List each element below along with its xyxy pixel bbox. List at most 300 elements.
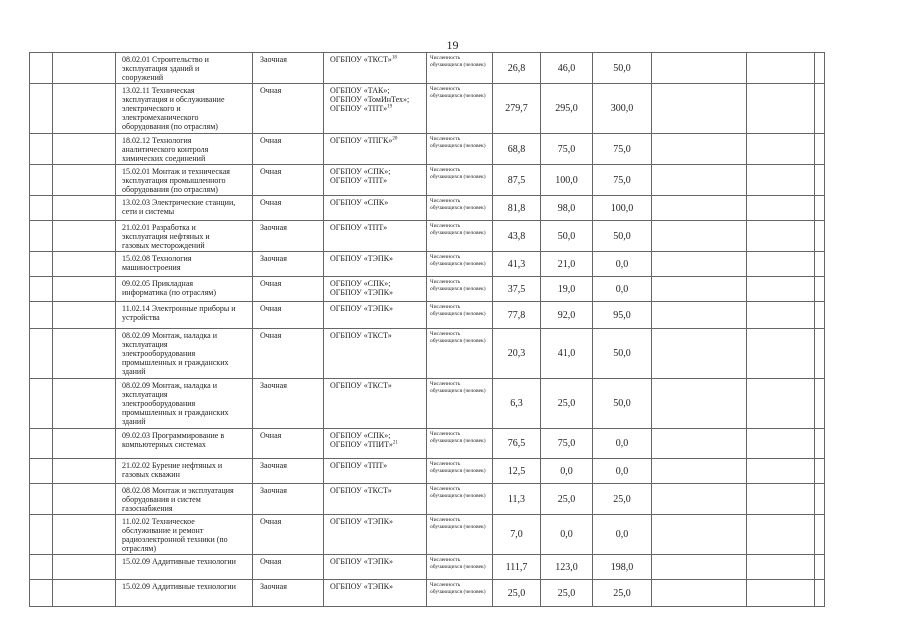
indicator-cell: Численность обучающихся (человек) [427, 84, 493, 134]
study-form-cell [253, 302, 324, 329]
specialty-line: 08.02.09 Монтаж, наладка и [122, 381, 217, 390]
specialty-line: 13.02.11 Техническая [122, 86, 195, 95]
study-form-cell [253, 165, 324, 196]
empty-cell [815, 196, 825, 221]
study-form: Очная [260, 167, 282, 176]
organization-name: ОГБПОУ «ТПГК» [330, 136, 393, 145]
study-form: Заочная [260, 461, 287, 470]
value-year-3: 198,0 [593, 555, 652, 580]
value-year-1: 26,8 [493, 53, 541, 84]
study-form-cell [253, 196, 324, 221]
organization-cell [324, 302, 427, 329]
value-year-1: 25,0 [493, 580, 541, 607]
value-year-2: 50,0 [541, 221, 593, 252]
specialty-line: оборудования (по отраслям) [122, 122, 218, 131]
empty-cell [747, 580, 815, 607]
empty-cell [53, 196, 116, 221]
indicator-cell: Численность обучающихся (человек) [427, 580, 493, 607]
organization-name: ОГБПОУ «ТКСТ» [330, 486, 392, 495]
specialty-line: электрического и [122, 104, 181, 113]
organization-cell [324, 277, 427, 302]
study-form-cell [253, 555, 324, 580]
empty-cell [652, 221, 747, 252]
empty-cell [747, 459, 815, 484]
value-year-2: 25,0 [541, 379, 593, 429]
organization-cell [324, 484, 427, 515]
value-year-1: 111,7 [493, 555, 541, 580]
organization-name: ОГБПОУ «СПК»; [330, 279, 391, 288]
specialty-line: промышленных и гражданских [122, 358, 229, 367]
organization-line [330, 136, 421, 145]
empty-cell [652, 484, 747, 515]
specialty-line: газовых скважин [122, 470, 180, 479]
table-row [30, 277, 825, 302]
empty-cell [747, 53, 815, 84]
organization-line [330, 517, 421, 526]
value-year-3: 0,0 [593, 429, 652, 459]
page-number: 19 [446, 38, 459, 52]
specialty-cell [116, 252, 253, 277]
empty-cell [30, 134, 53, 165]
study-form: Очная [260, 279, 282, 288]
empty-cell [652, 580, 747, 607]
specialty-line: 08.02.01 Строительство и [122, 55, 209, 64]
table-row [30, 53, 825, 84]
organization-cell [324, 84, 427, 134]
value-year-3: 75,0 [593, 134, 652, 165]
indicator-cell: Численность обучающихся (человек) [427, 484, 493, 515]
organization-cell [324, 429, 427, 459]
organization-line [330, 582, 421, 591]
specialty-line: химических соединений [122, 154, 206, 163]
table-row [30, 221, 825, 252]
organization-cell [324, 379, 427, 429]
specialty-line: газовых месторождений [122, 241, 205, 250]
study-form: Очная [260, 331, 282, 340]
empty-cell [30, 484, 53, 515]
specialty-cell [116, 302, 253, 329]
organization-line [330, 331, 421, 340]
study-form: Очная [260, 86, 282, 95]
empty-cell [652, 329, 747, 379]
value-year-3: 50,0 [593, 379, 652, 429]
empty-cell [747, 379, 815, 429]
indicator-cell: Численность обучающихся (человек) [427, 515, 493, 555]
value-year-1: 37,5 [493, 277, 541, 302]
study-form-cell [253, 84, 324, 134]
specialty-line: 18.02.12 Технология [122, 136, 192, 145]
study-form-cell [253, 429, 324, 459]
organization-line [330, 288, 421, 297]
empty-cell [747, 484, 815, 515]
empty-cell [652, 379, 747, 429]
specialty-line: обслуживание и ремонт [122, 526, 204, 535]
specialty-line: 11.02.14 Электронные приборы и [122, 304, 236, 313]
organization-line [330, 198, 421, 207]
study-form-cell [253, 277, 324, 302]
value-year-1: 76,5 [493, 429, 541, 459]
organization-name: ОГБПОУ «ТПТ» [330, 176, 388, 185]
value-year-1: 43,8 [493, 221, 541, 252]
empty-cell [53, 302, 116, 329]
specialty-cell [116, 580, 253, 607]
value-year-1: 87,5 [493, 165, 541, 196]
value-year-1: 68,8 [493, 134, 541, 165]
specialty-cell [116, 134, 253, 165]
organization-name: ОГБПОУ «ТЭПК» [330, 254, 394, 263]
organization-name: ОГБПОУ «ТПТ» [330, 461, 388, 470]
footnote-mark: 19 [387, 104, 393, 110]
study-form-cell [253, 459, 324, 484]
specialty-line: 15.02.01 Монтаж и техническая [122, 167, 230, 176]
empty-cell [747, 515, 815, 555]
organization-name: ОГБПОУ «ТЭПК» [330, 517, 394, 526]
organization-cell [324, 555, 427, 580]
data-table [29, 52, 825, 607]
empty-cell [747, 302, 815, 329]
value-year-2: 0,0 [541, 515, 593, 555]
empty-cell [747, 429, 815, 459]
empty-cell [30, 252, 53, 277]
table-row [30, 329, 825, 379]
empty-cell [53, 277, 116, 302]
organization-line [330, 176, 421, 185]
table-row [30, 165, 825, 196]
organization-line [330, 279, 421, 288]
empty-cell [30, 515, 53, 555]
table-row [30, 379, 825, 429]
specialty-line: оборудования (по отраслям) [122, 185, 218, 194]
organization-name: ОГБПОУ «СПК» [330, 198, 389, 207]
empty-cell [652, 84, 747, 134]
empty-cell [652, 53, 747, 84]
organization-line [330, 431, 421, 440]
organization-name: ОГБПОУ «СПК»; [330, 431, 391, 440]
empty-cell [815, 252, 825, 277]
empty-cell [815, 221, 825, 252]
empty-cell [30, 429, 53, 459]
value-year-1: 11,3 [493, 484, 541, 515]
indicator-cell: Численность обучающихся (человек) [427, 134, 493, 165]
empty-cell [815, 379, 825, 429]
empty-cell [53, 379, 116, 429]
value-year-2: 19,0 [541, 277, 593, 302]
empty-cell [30, 580, 53, 607]
value-year-1: 20,3 [493, 329, 541, 379]
specialty-line: 11.02.02 Техническое [122, 517, 195, 526]
indicator-cell: Численность обучающихся (человек) [427, 329, 493, 379]
table-row [30, 555, 825, 580]
value-year-3: 50,0 [593, 329, 652, 379]
organization-cell [324, 53, 427, 84]
organization-name: ОГБПОУ «ТПИТ» [330, 440, 393, 449]
indicator-cell: Численность обучающихся (человек) [427, 459, 493, 484]
specialty-line: 15.02.09 Аддитивные технологии [122, 557, 236, 566]
organization-cell [324, 221, 427, 252]
value-year-3: 25,0 [593, 580, 652, 607]
empty-cell [747, 134, 815, 165]
organization-name: ОГБПОУ «ТЭПК» [330, 557, 394, 566]
empty-cell [53, 429, 116, 459]
empty-cell [30, 329, 53, 379]
specialty-cell [116, 484, 253, 515]
empty-cell [815, 459, 825, 484]
empty-cell [652, 277, 747, 302]
organization-cell [324, 196, 427, 221]
organization-line [330, 304, 421, 313]
organization-name: ОГБПОУ «ТЭПК» [330, 304, 394, 313]
value-year-2: 123,0 [541, 555, 593, 580]
value-year-1: 7,0 [493, 515, 541, 555]
empty-cell [30, 53, 53, 84]
organization-name: ОГБПОУ «ТКСТ» [330, 381, 392, 390]
empty-cell [652, 302, 747, 329]
specialty-cell [116, 196, 253, 221]
organization-name: ОГБПОУ «СПК»; [330, 167, 391, 176]
specialty-cell [116, 429, 253, 459]
organization-line [330, 440, 421, 449]
value-year-3: 100,0 [593, 196, 652, 221]
value-year-3: 0,0 [593, 277, 652, 302]
empty-cell [53, 165, 116, 196]
empty-cell [652, 459, 747, 484]
value-year-3: 50,0 [593, 53, 652, 84]
empty-cell [815, 515, 825, 555]
empty-cell [652, 252, 747, 277]
specialty-line: аналитического контроля [122, 145, 209, 154]
empty-cell [30, 302, 53, 329]
organization-cell [324, 459, 427, 484]
value-year-3: 0,0 [593, 515, 652, 555]
study-form-cell [253, 515, 324, 555]
specialty-line: 09.02.05 Прикладная [122, 279, 194, 288]
study-form: Очная [260, 198, 282, 207]
specialty-line: 21.02.02 Бурение нефтяных и [122, 461, 223, 470]
organization-line [330, 167, 421, 176]
value-year-3: 25,0 [593, 484, 652, 515]
empty-cell [30, 459, 53, 484]
specialty-line: зданий [122, 417, 146, 426]
specialty-line: электромеханического [122, 113, 199, 122]
specialty-cell [116, 221, 253, 252]
empty-cell [53, 221, 116, 252]
empty-cell [747, 555, 815, 580]
organization-line [330, 223, 421, 232]
table-row [30, 580, 825, 607]
specialty-line: 15.02.09 Аддитивные технологии [122, 582, 236, 591]
organization-line [330, 486, 421, 495]
study-form-cell [253, 484, 324, 515]
indicator-cell: Численность обучающихся (человек) [427, 221, 493, 252]
empty-cell [747, 84, 815, 134]
indicator-cell: Численность обучающихся (человек) [427, 196, 493, 221]
organization-line [330, 104, 421, 113]
organization-cell [324, 165, 427, 196]
specialty-line: эксплуатация зданий и [122, 64, 200, 73]
value-year-2: 100,0 [541, 165, 593, 196]
value-year-1: 6,3 [493, 379, 541, 429]
specialty-cell [116, 165, 253, 196]
organization-line [330, 381, 421, 390]
organization-line [330, 86, 421, 95]
organization-name: ОГБПОУ «ТКСТ» [330, 55, 392, 64]
organization-cell [324, 580, 427, 607]
organization-name: ОГБПОУ «ТомИнТех»; [330, 95, 410, 104]
organization-name: ОГБПОУ «ТЭПК» [330, 288, 394, 297]
empty-cell [815, 429, 825, 459]
value-year-3: 50,0 [593, 221, 652, 252]
study-form-cell [253, 329, 324, 379]
table-row [30, 252, 825, 277]
specialty-cell [116, 459, 253, 484]
organization-name: ОГБПОУ «ТПТ» [330, 104, 388, 113]
study-form-cell [253, 379, 324, 429]
study-form-cell [253, 252, 324, 277]
empty-cell [30, 165, 53, 196]
empty-cell [30, 221, 53, 252]
organization-name: ОГБПОУ «ТЭПК» [330, 582, 394, 591]
empty-cell [30, 196, 53, 221]
empty-cell [30, 555, 53, 580]
empty-cell [53, 134, 116, 165]
footnote-mark: 20 [392, 136, 398, 142]
study-form: Заочная [260, 254, 287, 263]
table-row [30, 196, 825, 221]
specialty-cell [116, 277, 253, 302]
empty-cell [815, 53, 825, 84]
value-year-3: 0,0 [593, 459, 652, 484]
empty-cell [652, 165, 747, 196]
specialty-line: эксплуатация [122, 390, 168, 399]
value-year-2: 92,0 [541, 302, 593, 329]
value-year-2: 46,0 [541, 53, 593, 84]
empty-cell [652, 134, 747, 165]
empty-cell [652, 515, 747, 555]
empty-cell [53, 53, 116, 84]
specialty-line: машиностроения [122, 263, 181, 272]
value-year-2: 0,0 [541, 459, 593, 484]
value-year-2: 41,0 [541, 329, 593, 379]
empty-cell [815, 277, 825, 302]
organization-cell [324, 252, 427, 277]
specialty-line: оборудования и систем [122, 495, 201, 504]
value-year-1: 279,7 [493, 84, 541, 134]
specialty-line: электрооборудования [122, 349, 196, 358]
empty-cell [815, 484, 825, 515]
specialty-line: 21.02.01 Разработка и [122, 223, 196, 232]
value-year-2: 25,0 [541, 580, 593, 607]
indicator-cell: Численность обучающихся (человек) [427, 252, 493, 277]
footnote-mark: 21 [392, 440, 398, 446]
empty-cell [30, 277, 53, 302]
empty-cell [652, 196, 747, 221]
empty-cell [747, 196, 815, 221]
empty-cell [53, 459, 116, 484]
specialty-cell [116, 84, 253, 134]
value-year-1: 81,8 [493, 196, 541, 221]
value-year-3: 300,0 [593, 84, 652, 134]
empty-cell [53, 252, 116, 277]
study-form: Очная [260, 304, 282, 313]
indicator-cell: Численность обучающихся (человек) [427, 165, 493, 196]
indicator-cell: Численность обучающихся (человек) [427, 379, 493, 429]
table-row [30, 515, 825, 555]
organization-line [330, 254, 421, 263]
organization-line [330, 461, 421, 470]
study-form: Заочная [260, 223, 287, 232]
study-form: Очная [260, 517, 282, 526]
empty-cell [815, 555, 825, 580]
value-year-2: 295,0 [541, 84, 593, 134]
specialty-cell [116, 379, 253, 429]
specialty-line: 15.02.08 Технология [122, 254, 192, 263]
value-year-3: 0,0 [593, 252, 652, 277]
study-form: Заочная [260, 582, 287, 591]
specialty-line: эксплуатация промышленного [122, 176, 226, 185]
empty-cell [815, 329, 825, 379]
table-row [30, 459, 825, 484]
specialty-line: эксплуатация [122, 340, 168, 349]
value-year-1: 77,8 [493, 302, 541, 329]
empty-cell [53, 84, 116, 134]
empty-cell [815, 165, 825, 196]
empty-cell [815, 134, 825, 165]
empty-cell [747, 221, 815, 252]
footnote-mark: 18 [391, 55, 397, 61]
value-year-2: 75,0 [541, 429, 593, 459]
specialty-cell [116, 53, 253, 84]
specialty-line: эксплуатация и обслуживание [122, 95, 225, 104]
specialty-cell [116, 515, 253, 555]
organization-cell [324, 134, 427, 165]
organization-cell [324, 515, 427, 555]
empty-cell [53, 580, 116, 607]
empty-cell [747, 252, 815, 277]
value-year-3: 95,0 [593, 302, 652, 329]
empty-cell [747, 329, 815, 379]
study-form-cell [253, 221, 324, 252]
specialty-line: промышленных и гражданских [122, 408, 229, 417]
specialty-line: информатика (по отраслям) [122, 288, 217, 297]
value-year-2: 98,0 [541, 196, 593, 221]
study-form-cell [253, 580, 324, 607]
specialty-line: 08.02.09 Монтаж, наладка и [122, 331, 217, 340]
empty-cell [747, 277, 815, 302]
study-form: Очная [260, 136, 282, 145]
specialty-line: зданий [122, 367, 146, 376]
value-year-3: 75,0 [593, 165, 652, 196]
specialty-line: сооружений [122, 73, 164, 82]
specialty-line: 09.02.03 Программирование в [122, 431, 225, 440]
specialty-cell [116, 329, 253, 379]
specialty-line: компьютерных системах [122, 440, 206, 449]
specialty-line: электрооборудования [122, 399, 196, 408]
specialty-line: 13.02.03 Электрические станции, [122, 198, 236, 207]
indicator-cell: Численность обучающихся (человек) [427, 53, 493, 84]
value-year-1: 12,5 [493, 459, 541, 484]
study-form: Очная [260, 557, 282, 566]
empty-cell [815, 302, 825, 329]
organization-name: ОГБПОУ «ТКСТ» [330, 331, 392, 340]
indicator-cell: Численность обучающихся (человек) [427, 302, 493, 329]
organization-line [330, 55, 421, 64]
study-form: Очная [260, 431, 282, 440]
empty-cell [30, 84, 53, 134]
specialty-line: 08.02.08 Монтаж и эксплуатация [122, 486, 234, 495]
empty-cell [815, 580, 825, 607]
indicator-cell: Численность обучающихся (человек) [427, 555, 493, 580]
value-year-1: 41,3 [493, 252, 541, 277]
